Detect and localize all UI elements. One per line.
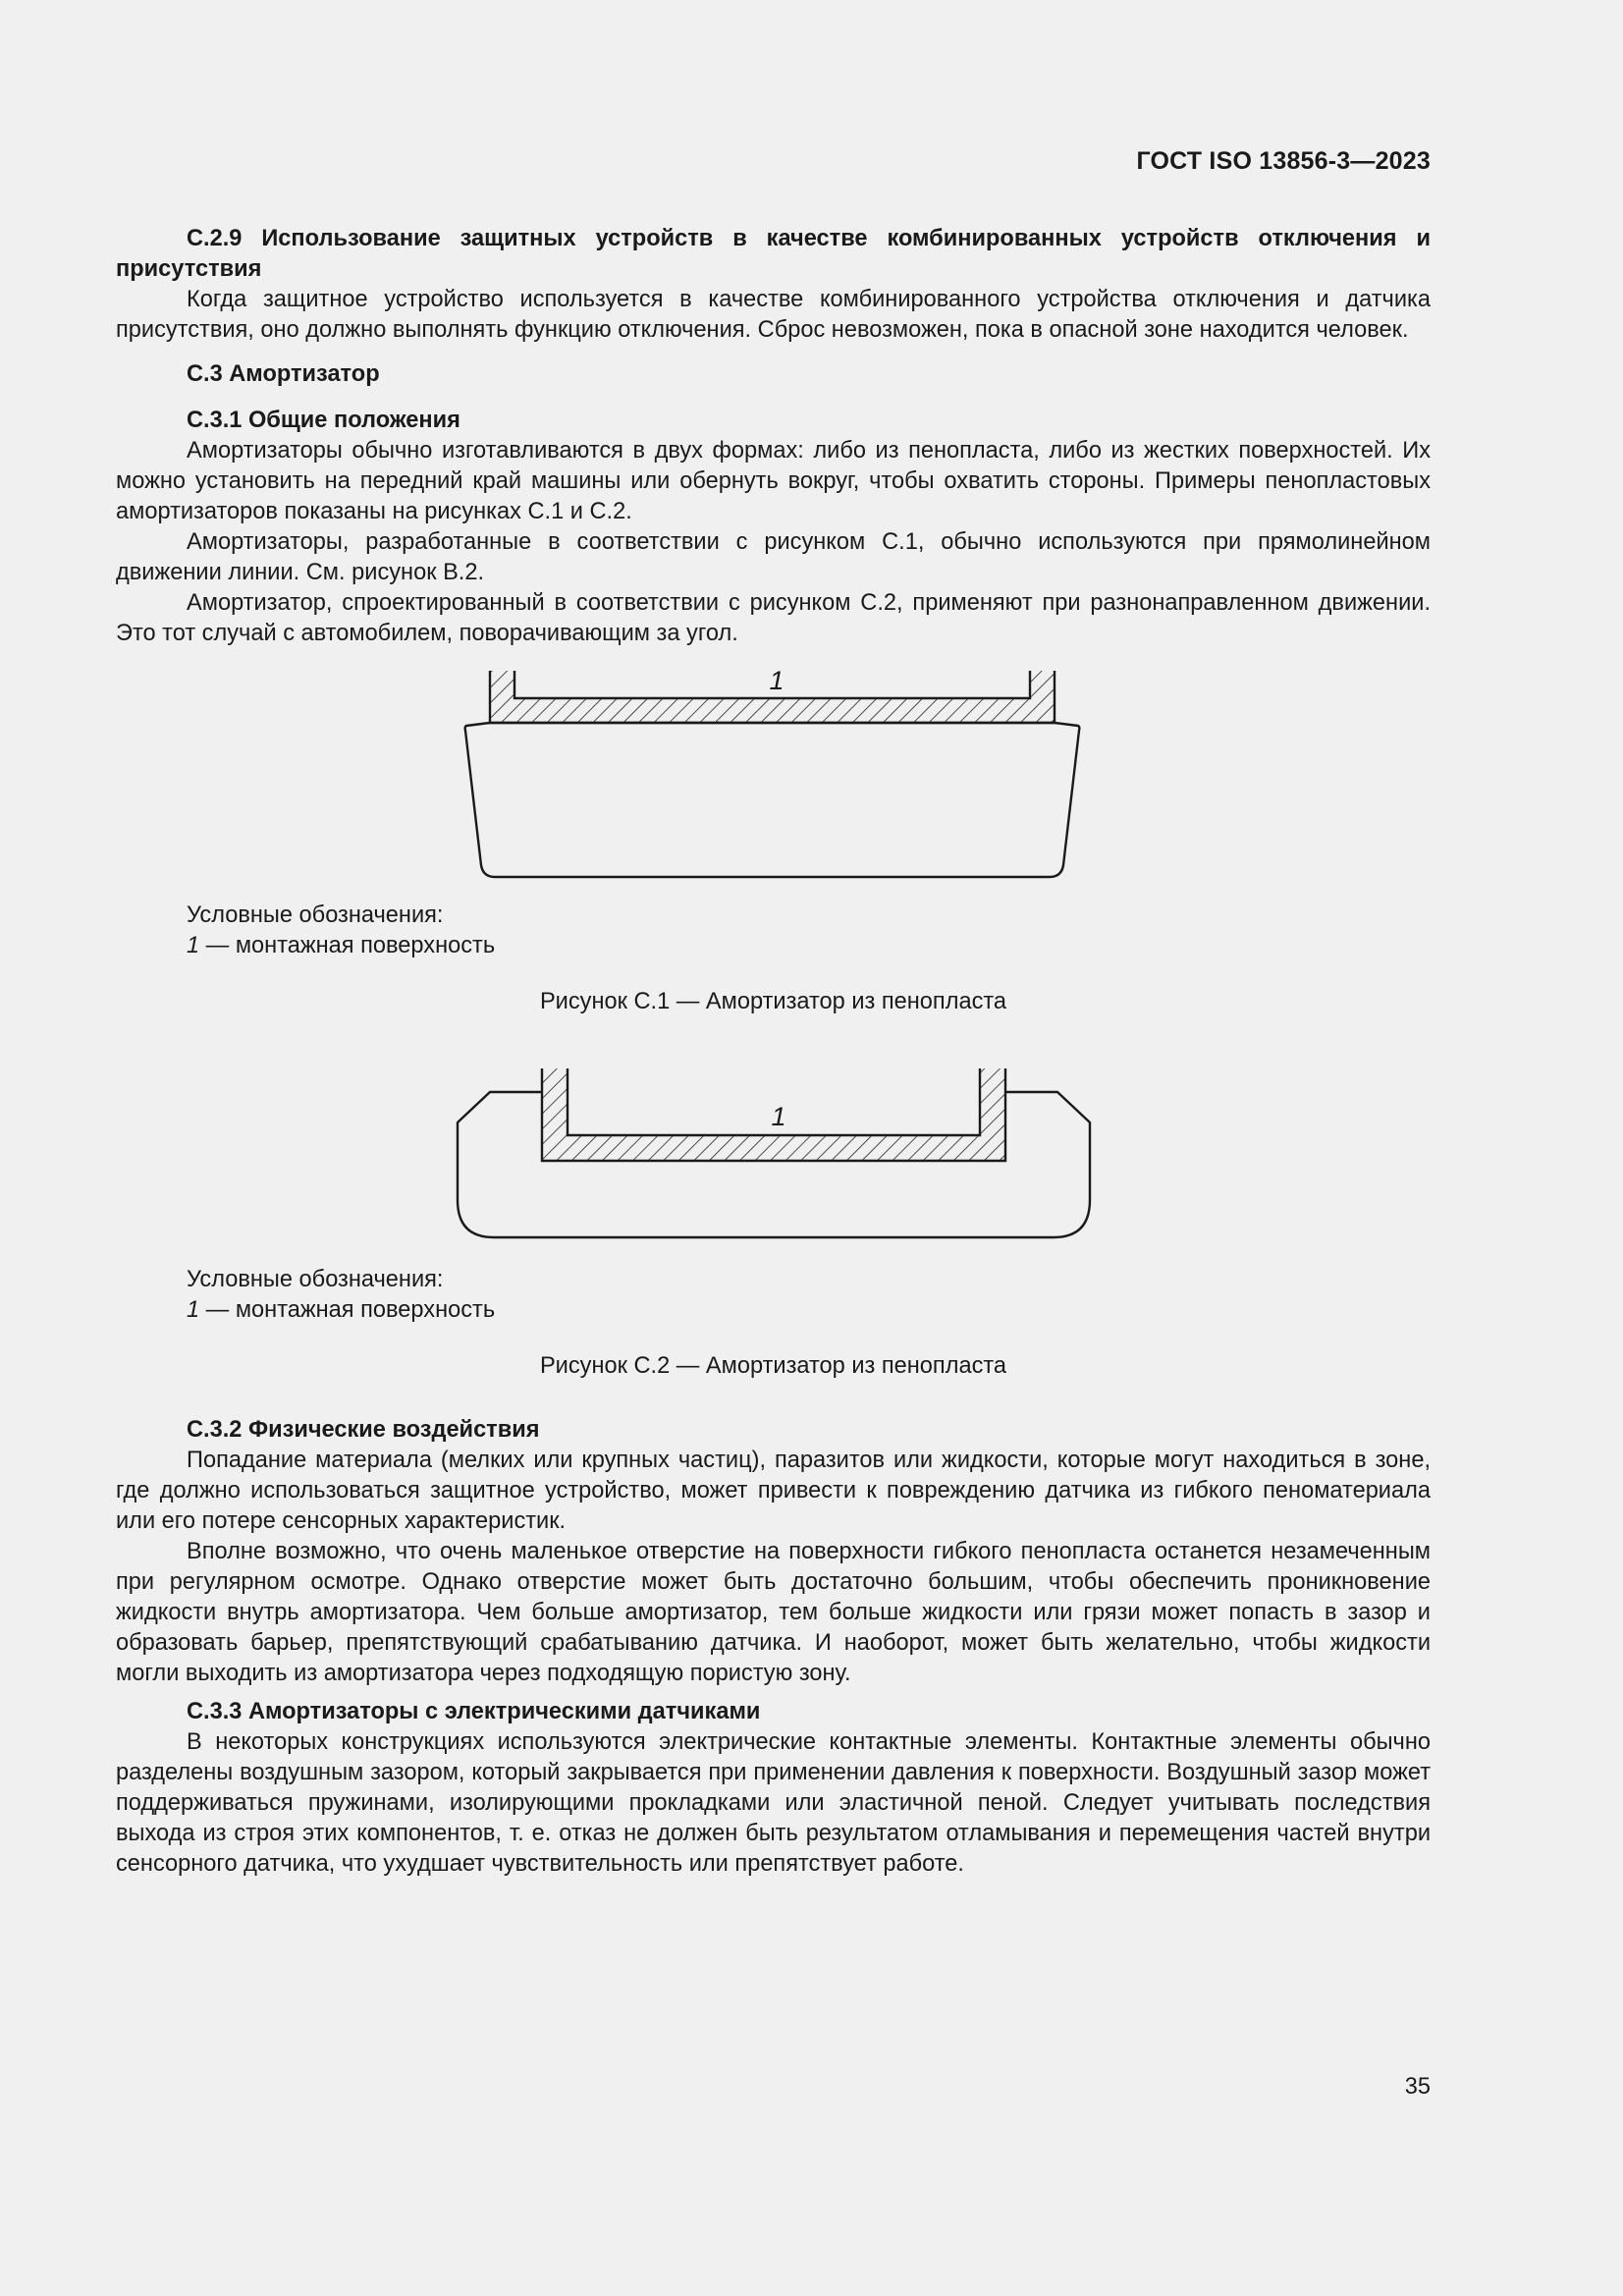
figure-c1 <box>116 649 1431 906</box>
section-c31-title: С.3.1 Общие положения <box>187 408 460 433</box>
figure-c1-label: 1 <box>769 666 784 695</box>
section-c31-paragraph-1: Амортизаторы обычно изготавливаются в двух формах: либо из пенопласта, либо из жестких поверхностей. Их можно установить на передний край машины или обернуть вокруг, чтобы охватить стороны. Примеры пенопластовых амортизаторов показаны на рисунках С.1 и С.2. <box>116 438 1431 524</box>
section-c33-paragraph: В некоторых конструкциях используются электрические контактные элементы. Контактные элементы обычно разделены воздушным зазором, который закрывается при применении давления к поверхности. Воздушный зазор может поддерживаться пружинами, изолирующими прокладками или эластичной пеной. Следует учитывать последствия выхода из строя этих компонентов, т. е. отказ не должен быть результатом отламывания и перемещения частей внутри сенсорного датчика, что ухудшает чувствительность или препятствует работе. <box>116 1729 1431 1877</box>
document-header: ГОСТ ISO 13856-3—2023 <box>1136 147 1431 175</box>
page-number: 35 <box>1404 2074 1431 2100</box>
figure-c1-caption: Рисунок С.1 — Амортизатор из пенопласта <box>539 989 1007 1014</box>
legend-item-text: — монтажная поверхность <box>199 1297 496 1323</box>
section-c32-paragraph-2: Вполне возможно, что очень маленькое отверстие на поверхности гибкого пенопласта останется незамеченным при регулярном осмотре. Однако отверстие может быть достаточно большим, чтобы обеспечить проникновение жидкости внутрь амортизатора. Чем больше амортизатор, тем больше жидкости или грязи может попасть в зазор и образовать барьер, препятствующий срабатыванию датчика. И наоборот, может быть желательно, чтобы жидкости могли выходить из амортизатора через подходящую пористую зону. <box>116 1539 1431 1686</box>
legend-item-number: 1 <box>187 1297 200 1323</box>
section-c29-title: С.2.9 Использование защитных устройств в качестве комбинированных устройств отключения и присутствия <box>116 226 1431 282</box>
foam-bumper-outline <box>465 723 1080 877</box>
figure-c1-legend <box>187 901 1431 961</box>
figure-c2-label: 1 <box>771 1102 786 1131</box>
figure-c2 <box>116 1051 1431 1269</box>
legend-item <box>187 931 1431 961</box>
figure-c2-caption: Рисунок С.2 — Амортизатор из пенопласта <box>539 1353 1007 1379</box>
legend-item <box>187 1295 1431 1326</box>
section-c29-paragraph: Когда защитное устройство используется в качестве комбинированного устройства отключения и датчика присутствия, оно должно выполнять функцию отключения. Сброс невозможен, пока в опасной зоне находится человек. <box>116 287 1431 343</box>
section-c31-paragraph-3: Амортизатор, спроектированный в соответствии с рисунком С.2, применяют при разнонаправленном движении. Это тот случай с автомобилем, поворачивающим за угол. <box>116 590 1431 646</box>
page-content <box>116 224 1431 1880</box>
figure-c1-drawing <box>116 649 1431 906</box>
legend-title: Условные обозначения: <box>187 1267 444 1292</box>
section-c33-title: С.3.3 Амортизаторы с электрическими датчиками <box>187 1699 761 1724</box>
section-c32-title: С.3.2 Физические воздействия <box>187 1417 540 1443</box>
legend-item-number: 1 <box>187 933 200 958</box>
legend-item-text: — монтажная поверхность <box>199 933 496 958</box>
figure-c2-legend <box>187 1265 1431 1326</box>
section-c31-paragraph-2: Амортизаторы, разработанные в соответствии с рисунком С.1, обычно используются при прямолинейном движении линии. См. рисунок В.2. <box>116 529 1431 585</box>
figure-c2-drawing <box>116 1051 1431 1269</box>
legend-title: Условные обозначения: <box>187 902 444 928</box>
section-c32-paragraph-1: Попадание материала (мелких или крупных частиц), паразитов или жидкости, которые могут находиться в зоне, где должно использоваться защитное устройство, может привести к повреждению датчика из гибкого пеноматериала или его потере сенсорных характеристик. <box>116 1448 1431 1534</box>
section-c3-title: С.3 Амортизатор <box>187 361 380 387</box>
